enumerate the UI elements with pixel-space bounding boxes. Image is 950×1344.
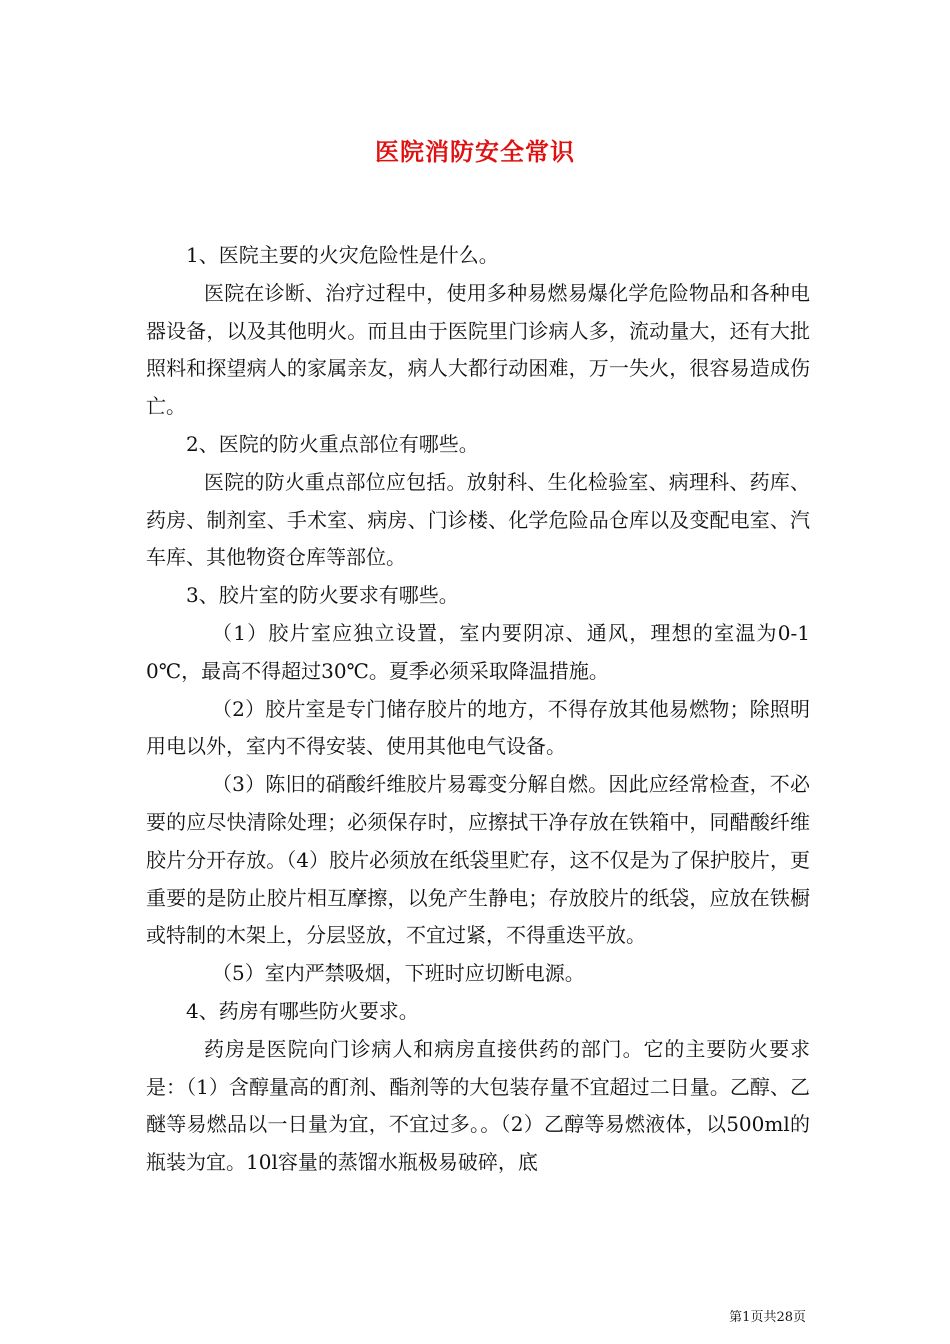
paragraph-heading-4: 4、药房有哪些防火要求。 xyxy=(186,998,419,1023)
paragraph-heading-2: 2、医院的防火重点部位有哪些。 xyxy=(186,431,479,456)
paragraph-item-5: （5）室内严禁吸烟，下班时应切断电源。 xyxy=(212,961,585,986)
paragraph-item-3: （3）陈旧的硝酸纤维胶片易霉变分解自燃。因此应经常检查，不必要的应尽快清除处理；必须保存时，应擦拭干净存放在铁箱中，同醋酸纤维胶片分开存放。（4）胶片必须放在纸袋里贮存，这不仅是为了保护胶片，更重要的是防止胶片相互摩擦，以免产生静电；存放胶片的纸袋，应放在铁橱或特制的木架上，分层竖放，不宜过紧，不得重迭平放。 xyxy=(146,772,810,948)
paragraph-heading-1: 1、医院主要的火灾危险性是什么。 xyxy=(186,243,499,267)
document-body xyxy=(146,237,810,1182)
page-footer xyxy=(0,1306,806,1325)
document-title: 医院消防安全常识 xyxy=(375,137,575,166)
paragraph-item-1: （1）胶片室应独立设置，室内要阴凉、通风，理想的室温为0-10℃，最高不得超过30℃。夏季必须采取降温措施。 xyxy=(146,620,810,683)
paragraph-item-2: （2）胶片室是专门储存胶片的地方，不得存放其他易燃物；除照明用电以外，室内不得安装、使用其他电气设备。 xyxy=(146,696,810,759)
page-number: 第1页共28页 xyxy=(729,1310,806,1325)
paragraph-text-4: 药房是医院向门诊病人和病房直接供药的部门。它的主要防火要求是：（1）含醇量高的酊剂、酯剂等的大包装存量不宜超过二日量。乙醇、乙醚等易燃品以一日量为宜，不宜过多。。（2）乙醇等易燃液体，以500ml的瓶装为宜。10l容量的蒸馏水瓶极易破碎，底 xyxy=(146,1036,810,1175)
paragraph-text-1: 医院在诊断、治疗过程中，使用多种易燃易爆化学危险物品和各种电器设备，以及其他明火。而且由于医院里门诊病人多，流动量大，还有大批照料和探望病人的家属亲友，病人大都行动困难，万一失火，很容易造成伤亡。 xyxy=(146,280,810,419)
paragraph-text-2: 医院的防火重点部位应包括。放射科、生化检验室、病理科、药库、药房、制剂室、手术室、病房、门诊楼、化学危险品仓库以及变配电室、汽车库、其他物资仓库等部位。 xyxy=(146,469,810,570)
paragraph-heading-3: 3、胶片室的防火要求有哪些。 xyxy=(186,583,459,608)
